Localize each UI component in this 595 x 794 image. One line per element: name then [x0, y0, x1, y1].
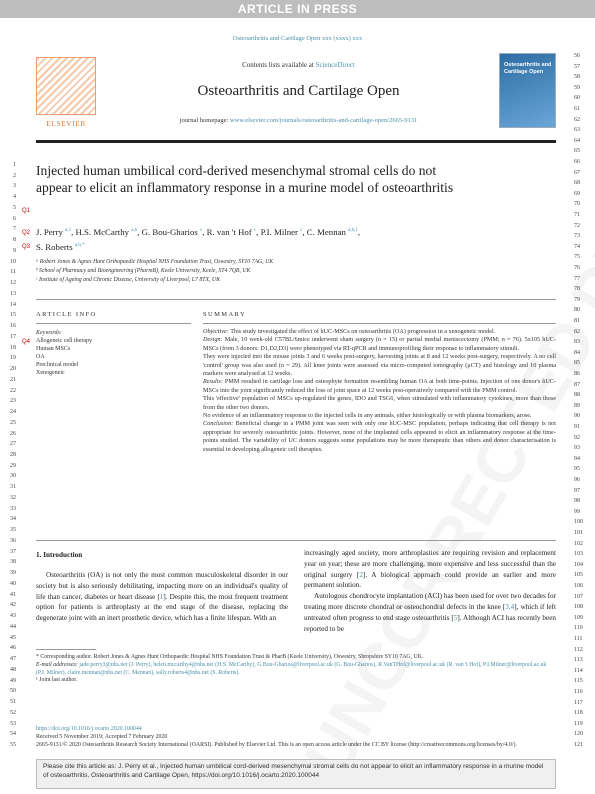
line-number: 116	[574, 689, 583, 695]
line-number: 114	[574, 667, 583, 674]
section-rule	[36, 299, 556, 300]
line-number: 111	[574, 636, 583, 642]
introduction-heading: 1. Introduction	[36, 551, 83, 559]
line-number: 39	[10, 570, 16, 577]
line-number: 118	[574, 710, 583, 717]
line-number: 4	[13, 194, 16, 201]
joint-author-note: ¹ Joint last author.	[36, 677, 78, 684]
intro-text: Osteoarthritis (OA) is not only the most common musculoskeletal disorder in our society but is also seriously debilitating, impacting more on an individual's quality of life than cancer, diabetes or heart disease [	[36, 571, 288, 601]
proof-query-mark[interactable]: Q1	[22, 208, 31, 214]
author-name[interactable]: P.I. Milner	[260, 226, 298, 237]
line-number: 93	[574, 445, 580, 452]
line-number: 106	[574, 583, 583, 589]
intro-column-right	[304, 548, 556, 634]
line-number: 68	[574, 180, 580, 187]
line-number: 30	[10, 473, 16, 480]
abstract-design-2: They were injected into the mouse joints 3 and 6 weeks post-surgery, harvesting joints at 8 and 12 weeks post-surgery, respectively. A no cell 'control' group was also used (n = 29). All knee joints were assessed via micro-computed tomography (μCT) and histology and 10 plasma markers were analysed at 12 weeks.	[203, 353, 556, 378]
author-name[interactable]: S. Roberts	[36, 241, 73, 252]
line-number: 5	[13, 204, 16, 211]
line-number: 94	[574, 455, 580, 462]
line-number: 2	[13, 172, 16, 179]
citation-link[interactable]: 1	[159, 592, 164, 601]
footnote-rule	[36, 649, 96, 650]
line-number: 99	[574, 508, 580, 515]
intro-text: increasingly aged society, more arthroplasties are requiring revision and replacement year on year; these are more challenging, more expensive and less successful than the original surgery [	[304, 549, 556, 579]
author-name[interactable]: C. Mennan	[306, 226, 346, 237]
line-number: 47	[10, 656, 16, 663]
line-number: 64	[574, 137, 580, 144]
line-number: 23	[10, 398, 16, 405]
line-number: 73	[574, 233, 580, 240]
line-number: 66	[574, 159, 580, 165]
corresponding-author-note: * Corresponding author. Robert Jones & Agnes Hunt Orthopaedic Hospital NHS Foundation Trust & PharB (Keele University), Oswestry, Shropshire SY10 7AG, UK.	[36, 654, 424, 660]
citation-link[interactable]: 2	[359, 570, 363, 579]
article-info-rule	[36, 323, 191, 324]
cover-title: Osteoarthritis and Cartilage Open	[504, 62, 552, 75]
line-number: 62	[574, 116, 580, 123]
objective-text: This study investigated the effect of hUC-MSCs on osteoarthritis (OA) progression in a xenogeneic model.	[228, 328, 496, 335]
line-number: 19	[10, 355, 16, 362]
line-number: 7	[13, 226, 16, 233]
line-number: 95	[574, 466, 580, 473]
author-affil-sup: c	[253, 228, 257, 233]
author-name[interactable]: J. Perry	[36, 226, 63, 237]
emails-label: E-mail addresses:	[36, 661, 78, 668]
line-number: 15	[10, 312, 16, 319]
sciencedirect-link[interactable]: ScienceDirect	[315, 61, 355, 69]
line-number: 52	[10, 709, 16, 716]
line-number: 79	[574, 296, 580, 303]
line-number: 32	[10, 494, 16, 501]
line-number: 120	[574, 731, 583, 738]
line-number: 31	[10, 484, 16, 491]
line-number: 57	[574, 63, 580, 70]
line-number: 119	[574, 720, 583, 727]
citation-link[interactable]: 3,4	[505, 602, 515, 611]
keyword: Allogeneic cell therapy	[36, 338, 92, 344]
line-number: 29	[10, 462, 16, 469]
line-number: 84	[574, 349, 580, 356]
line-number: 69	[574, 190, 580, 197]
line-number: 108	[574, 604, 583, 611]
author-affil-sup: a,b	[131, 228, 138, 233]
line-number: 90	[574, 413, 580, 420]
line-number: 11	[10, 269, 16, 276]
abstract-conclusion	[203, 420, 556, 454]
affiliation: ᵃ Robert Jones & Agnes Hunt Orthopaedic Hospital NHS Foundation Trust, Oswestry, SY10 7AG, UK	[36, 259, 274, 265]
journal-header	[36, 53, 556, 133]
line-number: 107	[574, 593, 583, 600]
author-affil-sup: a,1	[65, 228, 72, 233]
author-name[interactable]: R. van 't Hof	[206, 226, 252, 237]
line-number: 117	[574, 699, 583, 706]
line-number: 13	[10, 290, 16, 297]
article-title: Injected human umbilical cord-derived mesenchymal stromal cells do not appear to elicit an inflammatory response in a murine model of osteoarthritis	[36, 163, 454, 195]
abstract-design	[203, 336, 556, 353]
line-number: 105	[574, 572, 583, 579]
line-number: 71	[574, 212, 580, 218]
header-rule	[36, 140, 556, 143]
line-number: 85	[574, 360, 580, 367]
line-number: 55	[10, 742, 16, 748]
footnotes	[36, 654, 556, 685]
affiliation: ᵇ School of Pharmacy and Bioengineering (PharmB), Keele University, Keele, ST4 7QB, UK	[36, 267, 251, 274]
line-number: 42	[10, 602, 16, 609]
author-affil-sup: a,b,*	[74, 242, 85, 248]
line-number: 53	[10, 720, 16, 727]
abstract-results	[203, 378, 556, 395]
line-number: 36	[10, 537, 16, 544]
line-number: 92	[574, 434, 580, 441]
keyword: Human MSCs	[36, 346, 71, 352]
line-number: 72	[574, 222, 580, 229]
conclusion-text: Beneficial change in a PMM joint was seen with only one hUC-MSC population, perhaps indicating that cell therapy is not appropriate for severely osteoarthritic joints. However, none of the implanted cells appeared to elicit an inflammatory response at the time-points studied. The variability of UC donors suggests some populations may be more therapeutic than others and donor characterisation is essential in developing allogeneic cell therapies.	[203, 420, 556, 453]
emails-list[interactable]: jade.perry3@nhs.net (J. Perry), helen.mccarthy4@nhs.net (H.S. McCarthy), G.Bou-Gharios@liverpool.ac.uk (G. Bou-Gharios), R.VanTHof@liverpool.ac.uk (R. van 't Hof), P.I.Milner@liverpool.ac.uk (P.I. Milner), claire.mennan@nhs.net (C. Mennan), sally.roberts4@nhs.net (S. Roberts).	[36, 661, 547, 676]
line-number: 56	[574, 53, 580, 59]
line-number: 17	[10, 333, 16, 340]
intro-text: ]. Although ACI has recently been reported to be	[304, 613, 556, 633]
homepage-prefix: journal homepage:	[179, 117, 230, 124]
line-number: 46	[10, 645, 16, 652]
contents-prefix: Contents lists available at	[242, 61, 316, 69]
line-number: 100	[574, 519, 583, 526]
keyword: Preclinical model	[36, 362, 79, 368]
line-number: 96	[574, 477, 580, 483]
line-number: 63	[574, 127, 580, 134]
line-number: 22	[10, 387, 16, 394]
line-number: 59	[574, 84, 580, 91]
line-number: 86	[574, 371, 580, 377]
abstract-results-3: No evidence of an inflammatory response to the injected cells in any animals, either histologically or with plasma biomarkers, arose.	[203, 412, 532, 420]
affiliation: ᶜ Institute of Ageing and Chronic Disease, University of Liverpool, L7 8TX, UK	[36, 276, 220, 283]
line-number: 98	[574, 498, 580, 505]
line-number: 33	[10, 505, 16, 512]
cite-this-article-box: Please cite this article as: J. Perry et al., Injected human umbilical cord-derived mesenchymal stromal cells do not appear to elicit an inflammatory response in a murine model of osteoarthritis, Osteoarthritis and Cartilage Open, https://doi.org/10.1016/j.ocarto.2020.100044	[36, 759, 556, 789]
line-number: 87	[574, 381, 580, 388]
line-number: 12	[10, 280, 16, 287]
line-number: 76	[574, 265, 580, 271]
author-name[interactable]: H.S. McCarthy	[75, 226, 129, 237]
line-number: 45	[10, 634, 16, 641]
keyword: OA	[36, 354, 45, 360]
design-text: Male, 10 week-old C57BL/6mice underwent sham surgery (n = 15) or partial medial meniscectomy (PMM; n = 76). 5x105 hUC-MSCs (from 3 donors: D1,D2,D3) were phenotyped via RT-qPCR and immunoprofiling their response to inflammatory stimuli.	[203, 336, 556, 352]
doi-link[interactable]: https://doi.org/10.1016/j.ocarto.2020.100044	[36, 726, 142, 732]
line-number: 28	[10, 452, 16, 458]
line-number: 110	[574, 625, 583, 632]
line-number: 65	[574, 148, 580, 155]
article-info-heading: ARTICLE INFO	[36, 311, 97, 318]
line-number: 80	[574, 307, 580, 314]
conclusion-label: Conclusion:	[203, 420, 234, 428]
intro-column-left	[36, 570, 288, 624]
proof-query-mark[interactable]: Q4	[22, 339, 31, 345]
objective-label: Objective:	[203, 328, 229, 335]
author-name[interactable]: G. Bou-Gharios	[141, 226, 198, 237]
line-number: 75	[574, 254, 580, 261]
keywords-label: Keywords:	[36, 330, 62, 336]
publication-info	[36, 726, 556, 749]
abstract-results-2: This 'effective' population of MSCs up-regulated the genes, IDO and TSG6, when stimulated with inflammatory cytokines, more than those from the other two donors.	[203, 395, 556, 411]
line-number: 102	[574, 540, 583, 547]
line-number: 10	[10, 258, 16, 265]
line-number: 101	[574, 530, 583, 536]
line-number: 44	[10, 623, 16, 630]
keyword: Xenogeneic	[36, 370, 65, 376]
line-number: 37	[10, 548, 16, 555]
line-number: 24	[10, 409, 16, 416]
results-label: Results:	[203, 378, 223, 386]
line-number: 34	[10, 516, 16, 523]
line-number: 50	[10, 688, 16, 695]
author-affil-sup: c	[300, 228, 303, 233]
line-number: 67	[574, 169, 580, 176]
article-in-press-banner: ARTICLE IN PRESS	[0, 0, 595, 18]
line-number: 8	[13, 237, 16, 244]
line-number: 78	[574, 286, 580, 293]
line-number: 40	[10, 580, 16, 587]
line-number: 9	[13, 247, 16, 254]
intro-paragraph	[304, 548, 556, 591]
line-number: 70	[574, 201, 580, 208]
line-number: 112	[574, 646, 583, 653]
abstract-objective	[203, 328, 556, 336]
intro-text: ]. A biological approach could provide an earlier and more permanent solution.	[304, 570, 556, 590]
line-number: 1	[13, 162, 16, 168]
received-dates: Received 5 November 2019; Accepted 7 February 2020	[36, 733, 168, 740]
line-number: 89	[574, 402, 580, 409]
journal-title: Osteoarthritis and Cartilage Open	[197, 83, 400, 99]
line-number: 121	[574, 742, 583, 748]
line-number: 6	[13, 215, 16, 222]
intro-paragraph	[304, 591, 556, 634]
line-number: 51	[10, 699, 16, 706]
publisher-name: ELSEVIER	[46, 119, 86, 128]
line-number: 20	[10, 366, 16, 373]
email-addresses	[36, 662, 556, 678]
summary-rule	[203, 323, 556, 324]
affiliations	[36, 258, 436, 284]
line-number: 103	[574, 551, 583, 558]
line-number: 104	[574, 561, 583, 568]
line-number: 25	[10, 419, 16, 426]
running-head: Osteoarthritis and Cartilage Open xxx (xxxx) xxx	[232, 35, 363, 42]
line-number: 43	[10, 613, 16, 620]
line-number: 35	[10, 527, 16, 534]
line-number: 49	[10, 677, 16, 684]
journal-cover-image	[499, 53, 556, 128]
line-number: 109	[574, 614, 583, 621]
proof-query-mark[interactable]: Q2	[22, 230, 31, 236]
line-number: 48	[10, 666, 16, 673]
keywords-block	[36, 329, 186, 377]
results-text: PMM resulted in cartilage loss and osteophyte formation resembling human OA at both time-points. Injection of one donor's hUC-MSCs into the joint significantly reduced the loss of joint space at 12 weeks post-operatively compared with the PMM control.	[203, 378, 556, 394]
author-affil-sup: a,b,1	[348, 228, 358, 233]
contents-line	[106, 61, 491, 69]
line-number: 26	[10, 430, 16, 437]
summary-abstract	[203, 328, 556, 454]
journal-homepage	[106, 117, 491, 124]
citation-link[interactable]: 5	[453, 613, 458, 622]
elsevier-tree-logo-icon	[36, 57, 96, 115]
copyright-statement: 2665-9131/© 2020 Osteoarthritis Research Society International (OARSI). Published by Elsevier Ltd. This is an open access article under the CC BY license (http://creativecommons.org/licenses/by/4.0/).	[36, 741, 517, 748]
design-label: Design:	[203, 336, 223, 344]
line-number: 83	[574, 339, 580, 346]
line-number: 88	[574, 392, 580, 399]
line-number: 61	[574, 106, 580, 112]
line-number: 81	[574, 318, 580, 324]
line-number: 58	[574, 74, 580, 81]
author-list: J. Perry $^{a,1}$, H.S. McCarthy $^{a,b}$, G. Bou-Gharios $^c$, R. van 't Hof $^c$, P.I. Milner $^c$, C. Mennan $^{a,b,1}$, S. Roberts $^{a,b,*}$	[36, 226, 361, 252]
line-number: 21	[10, 376, 16, 383]
line-number: 91	[574, 424, 580, 430]
line-number: 3	[13, 183, 16, 190]
line-number: 14	[10, 301, 16, 308]
line-number: 41	[10, 591, 16, 598]
proof-query-mark[interactable]: Q3	[22, 244, 31, 250]
line-number: 16	[10, 323, 16, 330]
intro-rule	[36, 540, 556, 541]
line-number: 74	[574, 243, 580, 250]
homepage-link[interactable]: www.elsevier.com/journals/osteoarthritis-and-cartilage-open/2665-9131	[229, 117, 418, 124]
intro-text: Autologous chondrocyte implantation (ACI) has been used for over two decades for treating more discrete chondral or osteochondral defects in the knee [	[304, 592, 556, 611]
intro-text: ]. Despite this, the most frequent treatment option for patients is arthroplasty at the end stage of the disease, replacing the degenerate joint with an inert prosthetic device, which has a finite lifespan. With an	[36, 592, 288, 623]
line-number: 18	[10, 344, 16, 351]
intro-text: ], which if left untreated often progress to end stage osteoarthritis [	[304, 602, 556, 622]
line-number: 115	[574, 678, 583, 685]
line-number: 82	[574, 328, 580, 335]
line-number: 27	[10, 441, 16, 448]
line-number: 113	[574, 657, 583, 664]
line-number: 38	[10, 559, 16, 566]
line-number: 60	[574, 95, 580, 102]
line-number: 77	[574, 275, 580, 282]
summary-heading: SUMMARY	[203, 311, 247, 318]
line-number: 97	[574, 487, 580, 494]
author-affil-sup: c	[200, 228, 203, 233]
line-number: 54	[10, 731, 16, 738]
